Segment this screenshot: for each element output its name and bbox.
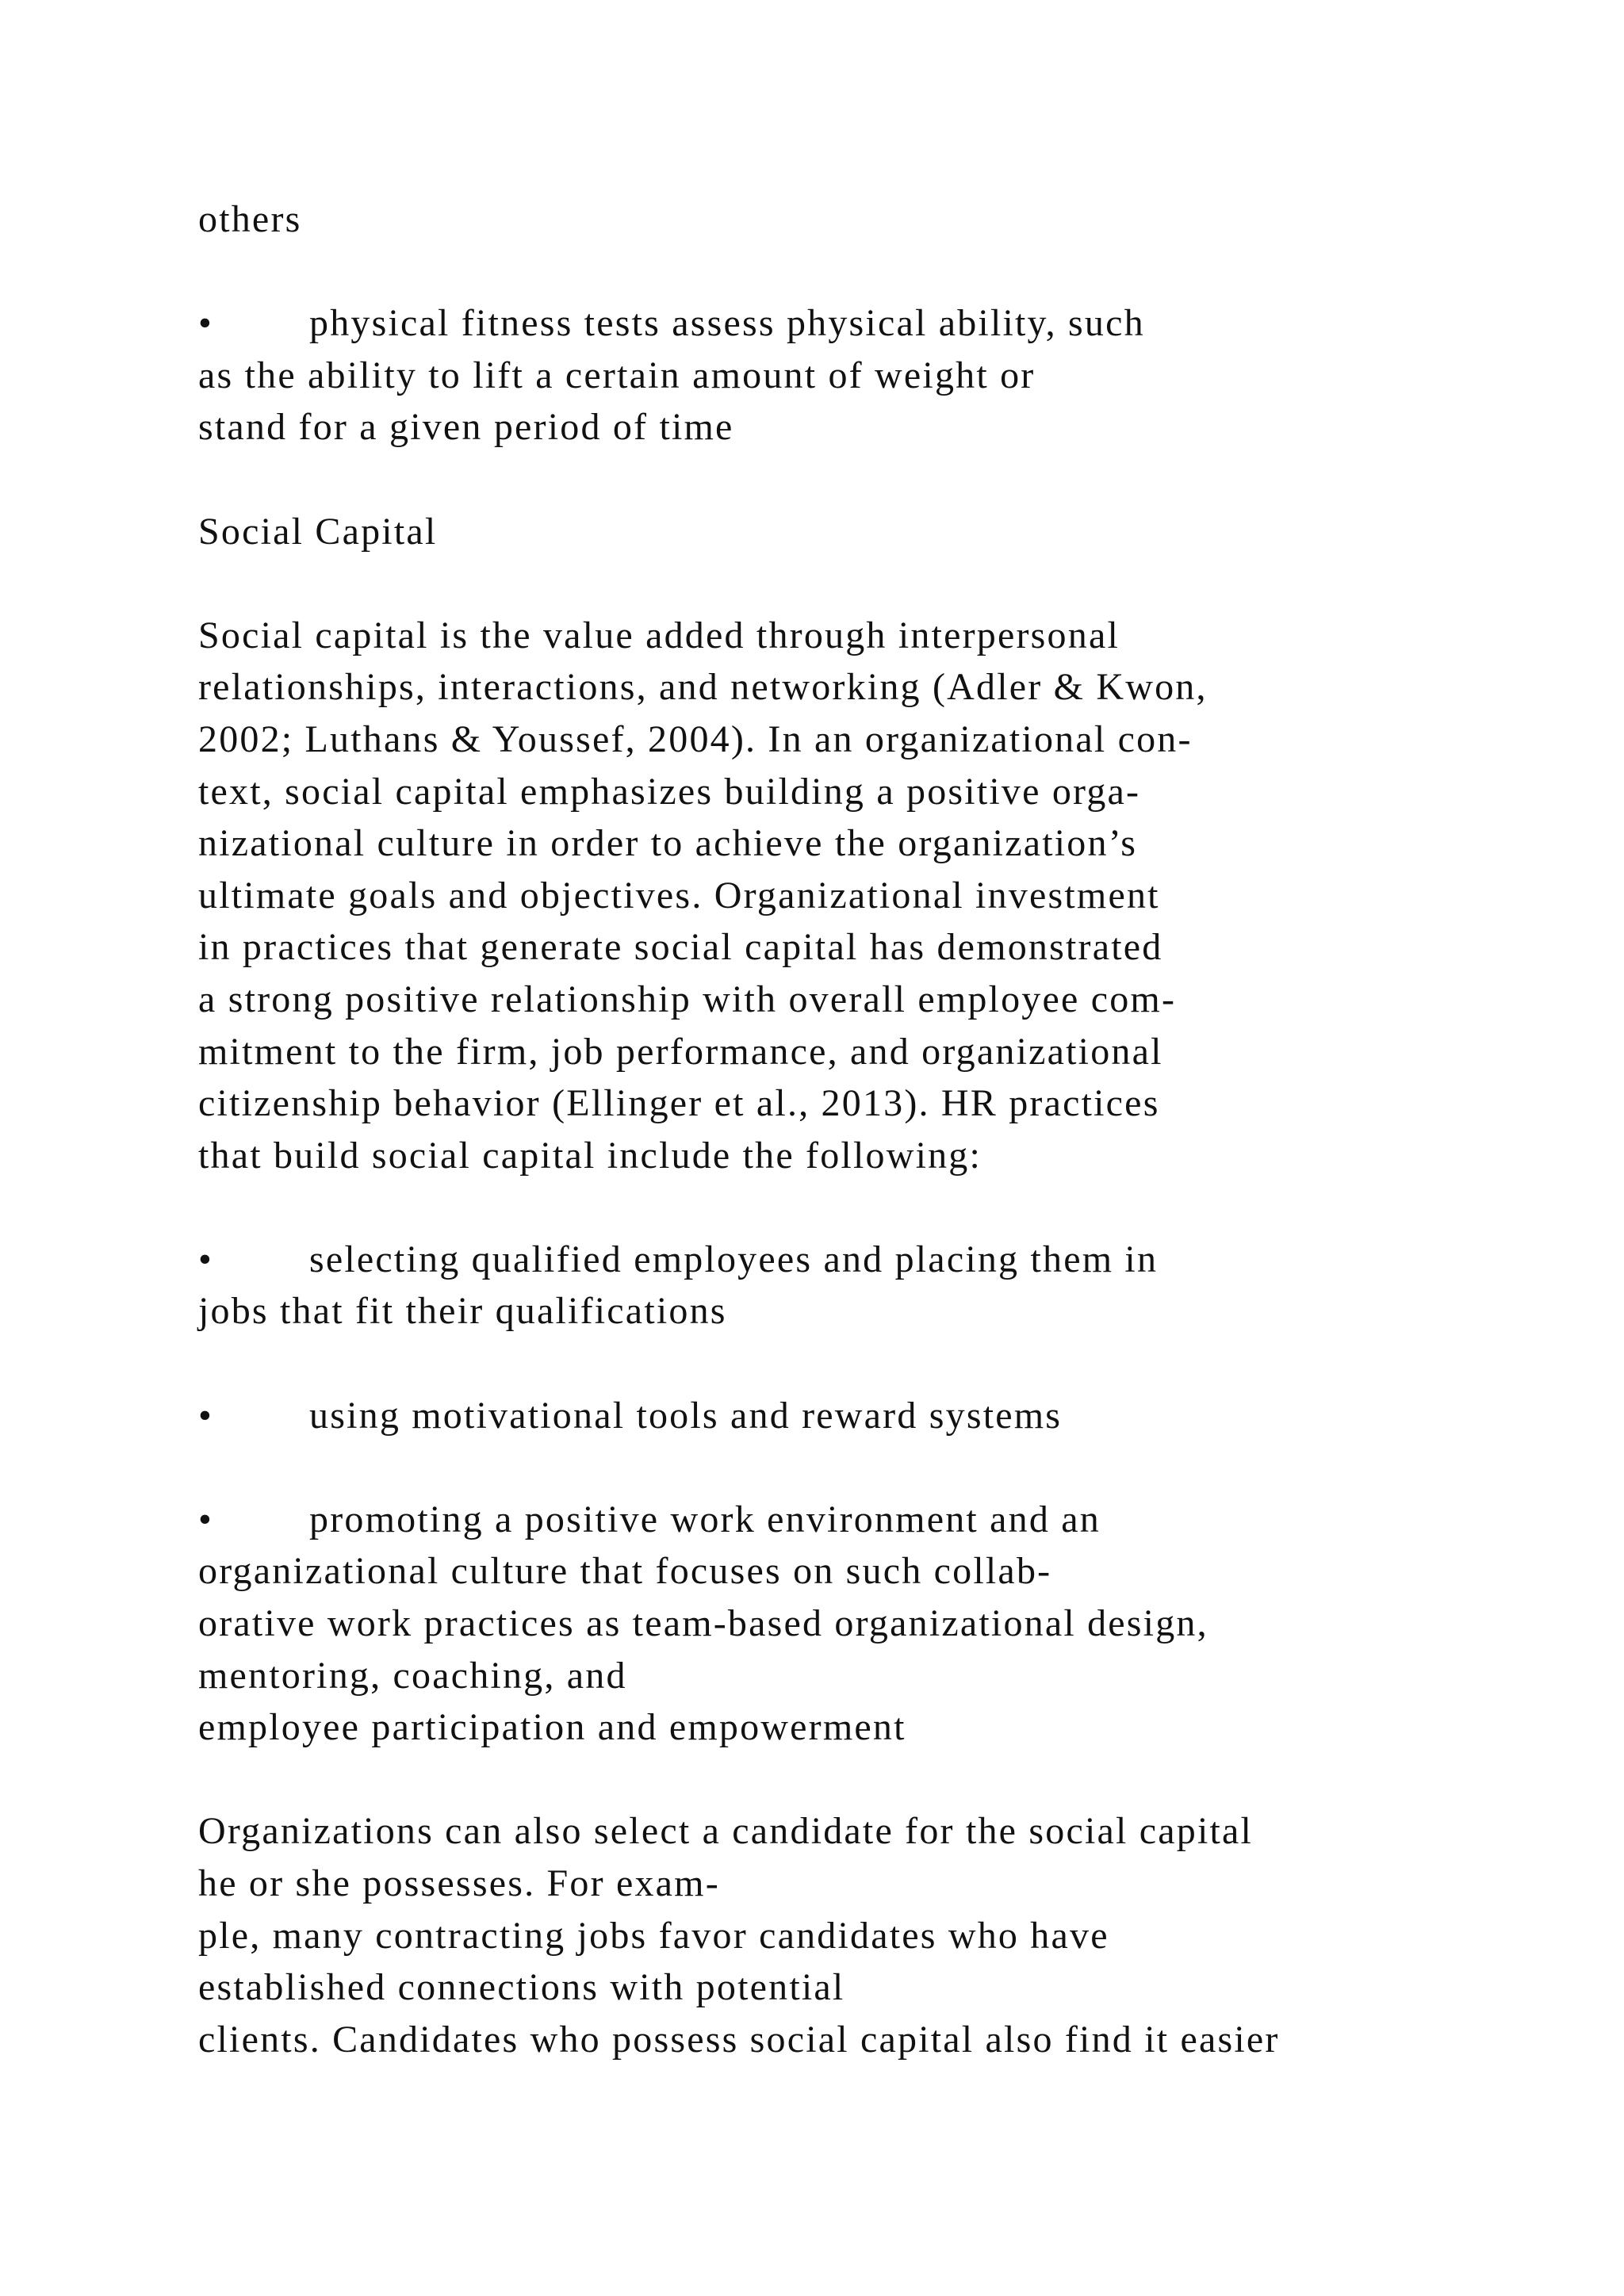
text-line: nizational culture in order to achieve the organization’s bbox=[198, 822, 1138, 865]
text-line: 2002; Luthans & Youssef, 2004). In an organizational con- bbox=[198, 718, 1193, 760]
paragraph-gap bbox=[198, 1181, 1594, 1234]
text-line: employee participation and empowerment bbox=[198, 1706, 906, 1749]
bullet-icon: • bbox=[198, 1394, 214, 1437]
text-line: Social capital is the value added through interpersonal bbox=[198, 614, 1120, 656]
paragraph-gap bbox=[198, 1441, 1594, 1494]
text-line: a strong positive relationship with overall employee com- bbox=[198, 978, 1177, 1020]
text-line: text, social capital emphasizes building a positive orga- bbox=[198, 770, 1141, 813]
paragraph-gap bbox=[198, 557, 1594, 610]
paragraph-gap bbox=[198, 453, 1594, 506]
text-line: in practices that generate social capital has demonstrated bbox=[198, 926, 1163, 969]
bullet-item-line bbox=[198, 1390, 1594, 1442]
text-line: as the ability to lift a certain amount of weight or bbox=[198, 354, 1036, 396]
text-line: mentoring, coaching, and bbox=[198, 1654, 627, 1697]
text-line: orative work practices as team-based organizational design, bbox=[198, 1602, 1208, 1645]
paragraph-gap bbox=[198, 246, 1594, 298]
bullet-icon: • bbox=[198, 302, 214, 345]
bullet-icon: • bbox=[198, 1238, 214, 1280]
text-line: established connections with potential bbox=[198, 1966, 845, 2009]
text-line: that build social capital include the following: bbox=[198, 1134, 982, 1177]
paragraph-gap bbox=[198, 1337, 1594, 1390]
text-line: citizenship behavior (Ellinger et al., 2013). HR practices bbox=[198, 1082, 1160, 1125]
bullet-text: physical fitness tests assess physical ability, such bbox=[309, 302, 1145, 345]
paragraph-gap bbox=[198, 1754, 1594, 1806]
bullet-item-line bbox=[198, 297, 1594, 350]
text-line: ultimate goals and objectives. Organizational investment bbox=[198, 874, 1160, 916]
text-line: stand for a given period of time bbox=[198, 406, 734, 449]
bullet-item-line bbox=[198, 1494, 1594, 1546]
text-line: Organizations can also select a candidate for the social capital bbox=[198, 1810, 1254, 1853]
document-text bbox=[198, 193, 1594, 2065]
bullet-text: promoting a positive work environment and an bbox=[309, 1498, 1101, 1540]
text-line: others bbox=[198, 198, 302, 240]
section-heading: Social Capital bbox=[198, 510, 438, 553]
text-line: jobs that fit their qualifications bbox=[198, 1290, 727, 1333]
text-line: clients. Candidates who possess social capital also find it easier bbox=[198, 2018, 1280, 2061]
text-line: relationships, interactions, and networking (Adler & Kwon, bbox=[198, 666, 1208, 709]
bullet-text: selecting qualified employees and placing them in bbox=[309, 1238, 1159, 1280]
text-line: mitment to the firm, job performance, and organizational bbox=[198, 1030, 1163, 1073]
bullet-icon: • bbox=[198, 1498, 214, 1540]
text-line: he or she possesses. For exam- bbox=[198, 1862, 720, 1904]
bullet-text: using motivational tools and reward systems bbox=[309, 1394, 1063, 1437]
text-line: organizational culture that focuses on such collab- bbox=[198, 1550, 1052, 1593]
text-line: ple, many contracting jobs favor candidates who have bbox=[198, 1914, 1109, 1957]
bullet-item-line bbox=[198, 1234, 1594, 1286]
